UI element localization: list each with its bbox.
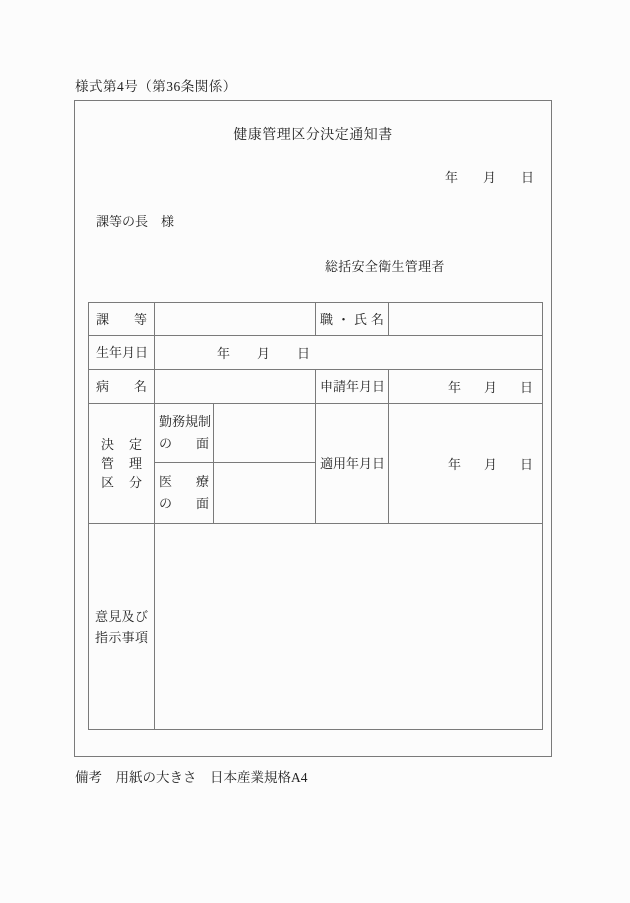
table-row xyxy=(89,404,543,463)
medical-aspect-label-cell xyxy=(155,463,214,524)
decision-label-line3: 区 分 xyxy=(101,475,142,490)
form-border-box xyxy=(74,100,552,757)
application-date-value-cell: 年 月 日 xyxy=(389,370,543,404)
birthdate-label-cell xyxy=(89,336,155,370)
application-date-label-cell xyxy=(316,370,389,404)
table-row xyxy=(89,524,543,730)
birthdate-value-cell: 年 月 日 xyxy=(155,336,543,370)
decision-label-line2: 管 理 xyxy=(101,456,142,471)
work-restriction-label-line1: 勤務規制 xyxy=(159,414,212,429)
division-label-cell xyxy=(89,303,155,336)
division-label: 課 等 xyxy=(96,311,147,327)
opinion-label-cell xyxy=(89,524,155,730)
effective-date-label-cell xyxy=(316,404,389,524)
opinion-label-line1: 意見及び xyxy=(95,608,148,624)
medical-aspect-label-line2: の 面 xyxy=(159,496,209,511)
table-row xyxy=(89,370,543,404)
table-row xyxy=(89,303,543,336)
position-name-label-cell xyxy=(316,303,389,336)
decision-classification-label-cell xyxy=(89,404,155,524)
application-date-label: 申請年月日 xyxy=(320,379,386,394)
position-name-input-cell xyxy=(389,303,543,336)
effective-date-label: 適用年月日 xyxy=(320,456,386,471)
table-row xyxy=(89,336,543,370)
work-restriction-label-line2: の 面 xyxy=(159,436,209,451)
disease-label: 病 名 xyxy=(96,379,147,394)
opinion-input-cell xyxy=(155,524,543,730)
decision-label-line1: 決 定 xyxy=(101,437,142,452)
addressee-line: 課等の長 様 xyxy=(96,214,175,229)
remarks-note: 備考 用紙の大きさ 日本産業規格A4 xyxy=(75,770,308,785)
work-restriction-label-cell xyxy=(155,404,214,463)
position-name-label: 職・氏名 xyxy=(320,311,384,327)
issue-date-line: 年 月 日 xyxy=(444,170,540,185)
form-table xyxy=(88,302,543,730)
disease-input-cell xyxy=(155,370,316,404)
birthdate-label: 生年月日 xyxy=(96,345,149,360)
medical-aspect-label-line1: 医 療 xyxy=(159,474,209,489)
disease-label-cell xyxy=(89,370,155,404)
opinion-label-line2: 指示事項 xyxy=(95,629,148,645)
issuer-title: 総括安全衛生管理者 xyxy=(325,259,445,274)
medical-aspect-input-cell xyxy=(214,463,316,524)
effective-date-value-cell: 年 月 日 xyxy=(389,404,543,524)
form-number-label: 様式第4号（第36条関係） xyxy=(75,79,237,94)
division-input-cell xyxy=(155,303,316,336)
form-title: 健康管理区分決定通知書 xyxy=(233,128,393,143)
work-restriction-input-cell xyxy=(214,404,316,463)
